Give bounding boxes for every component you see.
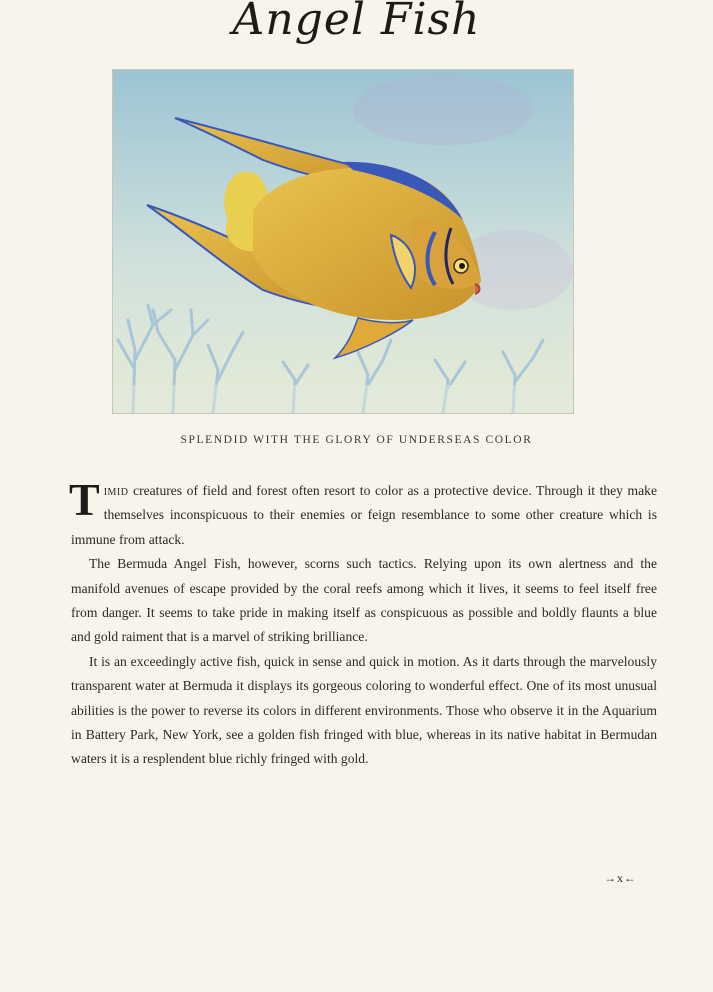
paragraph-3: It is an exceedingly active fish, quick in sense and quick in motion. As it darts through the marvelously transparent water at Bermuda it displays its gorgeous coloring to wonderful effect. One of its most unusual abilities is the power to reverse its colors in different environments. Those who observe it in the Aquarium in Battery Park, New York, see a golden fish fringed with blue, whereas in its native habitat in Bermudan waters it is a resplendent blue richly fringed with gold. bbox=[71, 653, 657, 767]
paragraph-1 bbox=[69, 474, 657, 552]
page-folio: →x← bbox=[604, 871, 637, 885]
article-body bbox=[69, 474, 657, 772]
lead-in-smallcaps: imid bbox=[103, 483, 129, 498]
angel-fish-illustration bbox=[113, 70, 573, 413]
figure-caption: SPLENDID WITH THE GLORY OF UNDERSEAS COLOR bbox=[180, 434, 533, 446]
page-title: Angel Fish bbox=[232, 0, 481, 45]
paragraph-2: The Bermuda Angel Fish, however, scorns such tactics. Relying upon its own alertness and the manifold avenues of escape provided by the coral reefs among which it lives, it seems to feel itself free from danger. It seems to take pride in making itself as conspicuous as possible and boldly flaunts a blue and gold raiment that is a marvel of striking brilliance. bbox=[71, 556, 657, 645]
paragraph-1-text: creatures of field and forest often resort to color as a protective device. Through it they make themselves inconspicuous to their enemies or feign resemblance to some other creature which is immune from attack. bbox=[71, 483, 657, 547]
drop-cap: T bbox=[69, 474, 100, 525]
